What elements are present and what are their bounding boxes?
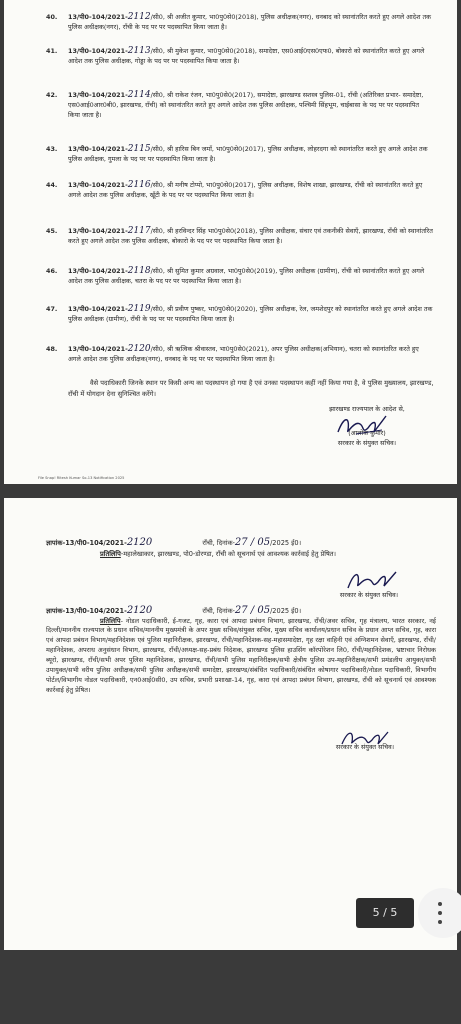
memo-2-year: /2025 ई0। xyxy=(270,607,302,615)
signatory-title: सरकार के संयुक्त सचिव। xyxy=(337,439,397,447)
entry-ref-number: 2112 xyxy=(127,12,151,22)
memo-1-place: राँची, दिनांक- xyxy=(202,539,235,547)
memo-2-date: 27 / 05 xyxy=(234,605,271,616)
memo-1-ref-number: 2120 xyxy=(126,537,153,548)
memo-2-place: राँची, दिनांक- xyxy=(202,607,235,615)
transfer-entry xyxy=(46,304,433,324)
entry-number: 43. xyxy=(46,145,58,153)
memo-1-ref: ज्ञापांक-13/पी0-104/2021- xyxy=(46,539,127,547)
entry-text: /सी0, श्री ऋत्विक श्रीवास्तव, भा0पु0से0(2021), अपर पुलिस अधीक्षक(अभियान), चतरा को स्थानांतरित करते हुए अगले आदेश तक पुलिस अधीक्षक(नगर), धनबाद के पद पर पर पदस्थापित किया जाता है। xyxy=(68,345,419,363)
entry-text: /सी0, श्री राकेश रंजन, भा0पु0से0(2017), समादेष्टा, झारखण्ड सशस्त्र पुलिस-01, राँची (अतिरिक्त प्रभार- समादेष्टा, एस0आई0आर0बी0, झारखण्ड, राँची) को स्थानांतरित करते हुए अगले आदेश तक पुलिस अधीक्षक, पश्चिमी सिंहभूम, चाईबासा के पद पर पर पदस्थापित किया जाता है। xyxy=(68,91,424,119)
memo-1-year: /2025 ई0। xyxy=(270,539,302,547)
memo-2-ref-number: 2120 xyxy=(126,605,153,616)
entry-ref-number: 2120 xyxy=(127,344,151,354)
entry-text: /सी0, श्री हरविन्दर सिंह भा0पु0से0(2018), पुलिस अधीक्षक, संचार एवं तकनीकी सेवाएँ, झारखण्ड, राँची को स्थानांतरित करते हुए अगले आदेश तक पुलिस अधीक्षक, बोकारो के पद पर पर पदस्थापित किया जाता है। xyxy=(68,227,433,245)
entry-text: /सी0, श्री अजीत कुमार, भा0पु0से0(2018), पुलिस अधीक्षक(नगर), धनबाद को स्थानांतरित करते हुए अगले आदेश तक पुलिस अधीक्षक(नगर), राँची के पद पर पर पदस्थापित किया जाता है। xyxy=(68,13,432,31)
file-footer-note: File Snap! Ritesh Kumar So-13 Notification 2025 xyxy=(38,476,125,480)
memo-2-body: - नोडल पदाधिकारी, ई-गजट, गृह, कारा एवं आपदा प्रबंधन विभाग, झारखण्ड, राँची/अवर सचिव, गृह मंत्रालय, भारत सरकार, नई दिल्ली/माननीय राज्यपाल के प्रधान सचिव/माननीय मुख्यमंत्री के अपर मुख्य सचिव/संयुक्त सचिव, मुख्य सचिव कार्यालय/प्रधान सचिव के प्रधान आप्त सचिव, गृह, कारा एवं आपदा प्रबंधन विभाग/महानिदेशक एवं पुलिस महानिरीक्षक, झारखण्ड, राँची/महानिदेशक-सह-महासमादेष्टा, गृह रक्षा वाहिनी एवं अग्निशमन सेवाएँ, झारखण्ड, राँची/महानिदेशक, अपराध अनुसंधान विभाग, झारखण्ड, राँची/अध्यक्ष-सह-प्रबंध निदेशक, झारखण्ड पुलिस हाउसिंग कॉरपोरेशन लि0, राँची/महानिदेशक, भ्रष्टाचार निरोधक ब्यूरो, झारखण्ड, राँची/सभी अपर पुलिस महानिदेशक, झारखण्ड, राँची/सभी पुलिस महानिरीक्षक/सभी क्षेत्रीय पुलिस उप-महानिरीक्षक/सभी प्रमंडलीय आयुक्त/सभी उपायुक्त/सभी वरीय पुलिस अधीक्षक/सभी पुलिस अधीक्षक/सभी समादेष्टा, झारखण्ड/संबंधित पदाधिकारी/संबंधित कोषागार पदाधिकारी/नोडल पदाधिकारी, विभागीय पोर्टल/विभागीय नोडल पदाधिकारी, एन0आई0सी0, उप सचिव, प्रभारी प्रशाखा-14, गृह, कारा एवं आपदा प्रबंधन विभाग, झारखण्ड, राँची को सूचनार्थ एवं आवश्यक कार्रवाई हेतु प्रेषित। xyxy=(46,616,437,694)
entry-ref: 13/पी0-104/2021- xyxy=(68,267,128,275)
entry-text: /सी0, श्री मनीष टोप्पो, भा0पु0से0(2017), पुलिस अधीक्षक, विशेष शाखा, झारखण्ड, राँची को स्थानांतरित करते हुए अगले आदेश तक पुलिस अधीक्षक, खूँटी के पद पर पर पदस्थापित किया जाता है। xyxy=(68,181,423,199)
entry-number: 48. xyxy=(46,345,58,353)
page-indicator: 5 / 5 xyxy=(356,898,414,928)
memo-1-date: 27 / 05 xyxy=(234,537,271,548)
transfer-entry xyxy=(46,226,433,246)
memo-1-prati-label: प्रतिलिपि xyxy=(100,549,121,558)
more-options-icon-dot xyxy=(438,911,442,915)
transfer-entry xyxy=(46,12,433,32)
transfer-entry xyxy=(46,266,433,286)
document-page-upper xyxy=(4,0,457,484)
document-page-lower xyxy=(4,498,457,950)
entry-number: 47. xyxy=(46,305,58,313)
entry-ref-number: 2119 xyxy=(127,304,151,314)
memo-2 xyxy=(46,606,436,696)
closing-paragraph: वैसे पदाधिकारी जिनके स्थान पर किसी अन्य का पदस्थापन हो गया है एवं उनका पदस्थापन कहीं नहीं किया गया है, वे पुलिस मुख्यालय, झारखण्ड, राँची में योगदान देना सुनिश्चित करेंगे। xyxy=(68,379,434,398)
entry-number: 46. xyxy=(46,267,58,275)
entry-ref: 13/पी0-104/2021- xyxy=(68,145,128,153)
entry-ref-number: 2113 xyxy=(127,46,151,56)
signatory-title-3: सरकार के संयुक्त सचिव। xyxy=(335,743,395,751)
entry-ref: 13/पी0-104/2021- xyxy=(68,345,128,353)
more-options-button[interactable] xyxy=(418,888,461,938)
entry-ref: 13/पी0-104/2021- xyxy=(68,13,128,21)
entry-ref-number: 2115 xyxy=(127,144,151,154)
entry-text: /सी0, श्री हारिस बिन जमाँ, भा0पु0से0(2017), पुलिस अधीक्षक, लोहरदगा को स्थानांतरित करते हुए अगले आदेश तक पुलिस अधीक्षक, गुमला के पद पर पर पदस्थापित किया जाता है। xyxy=(68,145,428,163)
entry-ref: 13/पी0-104/2021- xyxy=(68,181,128,189)
memo-2-ref: ज्ञापांक-13/पी0-104/2021- xyxy=(46,607,127,615)
entry-ref: 13/पी0-104/2021- xyxy=(68,47,128,55)
transfer-entry xyxy=(46,144,433,164)
entry-number: 44. xyxy=(46,181,58,189)
transfer-entry xyxy=(46,46,433,66)
entry-ref: 13/पी0-104/2021- xyxy=(68,91,128,99)
entry-ref-number: 2118 xyxy=(127,266,151,276)
transfer-entry xyxy=(46,180,433,200)
entry-number: 45. xyxy=(46,227,58,235)
more-options-icon xyxy=(438,902,442,906)
entry-ref: 13/पी0-104/2021- xyxy=(68,305,128,313)
entry-ref-number: 2116 xyxy=(127,180,151,190)
memo-1 xyxy=(46,538,436,559)
handwritten-signature-1 xyxy=(334,412,394,438)
entry-text: /सी0, श्री सुमित कुमार अग्रवाल, भा0पु0से0(2019), पुलिस अधीक्षक (ग्रामीण), राँची को स्थानांतरित करते हुए अगले आदेश तक पुलिस अधीक्षक, चतरा के पद पर पर पदस्थापित किया जाता है। xyxy=(68,267,425,285)
entry-text: /सी0, श्री मुकेश कुमार, भा0पु0से0(2018), समादेष्टा, एस0आई0एस0एफ0, बोकारो को स्थानांतरित करते हुए अगले आदेश तक पुलिस अधीक्षक, गोड्डा के पद पर पर पदस्थापित किया जाता है। xyxy=(68,47,425,65)
entry-ref: 13/पी0-104/2021- xyxy=(68,227,128,235)
memo-1-body: -महालेखाकार, झारखण्ड, पो0-डोरण्डा, राँची को सूचनार्थ एवं आवश्यक कार्रवाई हेतु प्रेषित। xyxy=(120,549,337,558)
entry-number: 40. xyxy=(46,13,58,21)
transfer-entry xyxy=(46,90,433,120)
memo-2-prati-label: प्रतिलिपि xyxy=(100,616,121,625)
entry-number: 42. xyxy=(46,91,58,99)
signatory-title-2: सरकार के संयुक्त सचिव। xyxy=(339,591,399,599)
entry-text: /सी0, श्री प्रवीण पुष्कर, भा0पु0से0(2020), पुलिस अधीक्षक, रेल, जमशेदपुर को स्थानांतरित करते हुए अगले आदेश तक पुलिस अधीक्षक (ग्रामीण), राँची के पद पर पर पदस्थापित किया जाता है। xyxy=(68,305,433,323)
transfer-entry xyxy=(46,344,433,364)
more-options-icon-dot xyxy=(438,920,442,924)
order-line: झारखण्ड राज्यपाल के आदेश से, xyxy=(329,405,405,413)
handwritten-signature-2 xyxy=(342,566,402,592)
entry-number: 41. xyxy=(46,47,58,55)
signature-block-2 xyxy=(304,590,434,600)
entry-ref-number: 2114 xyxy=(127,90,151,100)
signature-block-3 xyxy=(300,742,430,752)
signatory-name: (आलोक कुमार) xyxy=(348,429,386,437)
entry-ref-number: 2117 xyxy=(127,226,151,236)
